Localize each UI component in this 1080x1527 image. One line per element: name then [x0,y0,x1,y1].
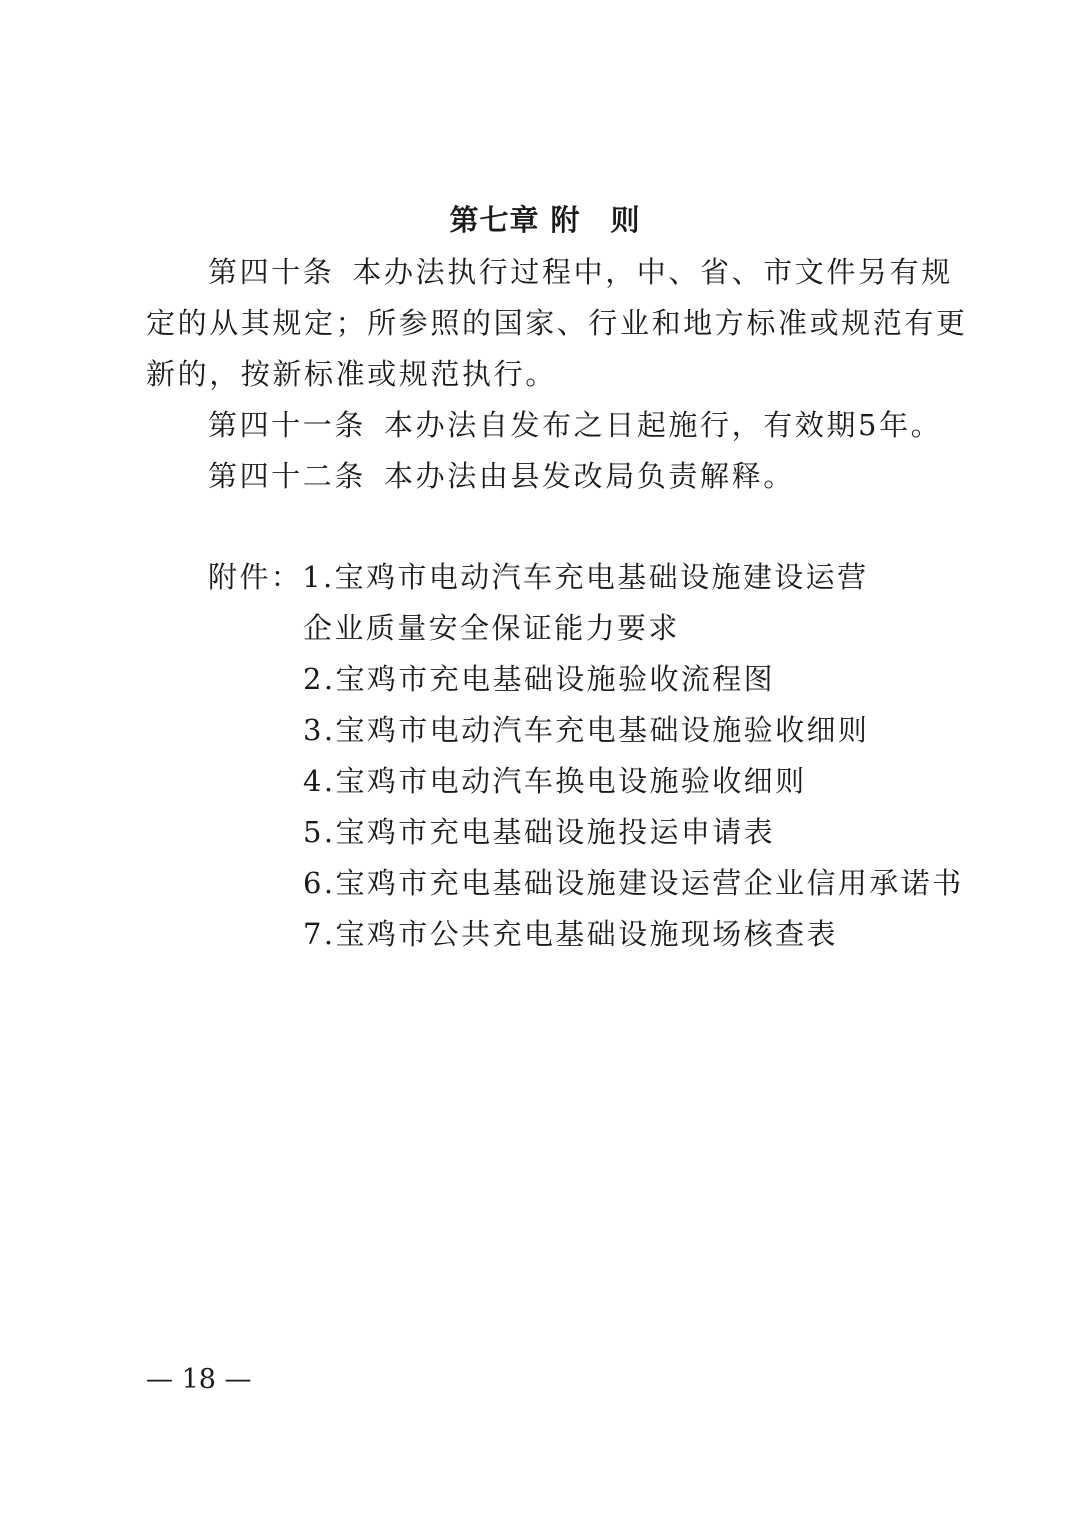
attachment-item-3: 3.宝鸡市电动汽车充电基础设施验收细则 [303,713,870,747]
chapter-title: 第七章 附 则 [449,203,641,237]
article-40-text-1: 本办法执行过程中，中、省、市文件另有规 [352,255,953,289]
attachment-item-6: 6.宝鸡市充电基础设施建设运营企业信用承诺书 [303,866,964,900]
article-41-text: 本办法自发布之日起施行，有效期5年。 [384,408,943,442]
article-41-line [208,405,942,445]
attachments-label: 附件： [208,560,303,594]
article-40-line-2: 定的从其规定；所参照的国家、行业和地方标准或规范有更 [146,306,968,340]
article-42-text: 本办法由县发改局负责解释。 [384,459,795,493]
attachment-item-4: 4.宝鸡市电动汽车换电设施验收细则 [303,764,807,798]
attachment-item-2: 2.宝鸡市充电基础设施验收流程图 [303,662,776,696]
article-40-line-3: 新的，按新标准或规范执行。 [146,357,557,391]
attachment-item-1-cont: 企业质量安全保证能力要求 [303,611,680,645]
attachment-item-7: 7.宝鸡市公共充电基础设施现场核查表 [303,917,838,951]
article-40-line-1 [208,252,953,292]
article-41-number: 第四十一条 [208,408,367,442]
attachments-first-line [208,557,868,597]
article-42-line [208,456,795,496]
page-number: — 18 — [146,1364,252,1395]
attachment-item-1: 1.宝鸡市电动汽车充电基础设施建设运营 [302,560,869,594]
article-40-number: 第四十条 [208,255,335,289]
article-42-number: 第四十二条 [208,459,367,493]
attachment-item-5: 5.宝鸡市充电基础设施投运申请表 [303,815,776,849]
